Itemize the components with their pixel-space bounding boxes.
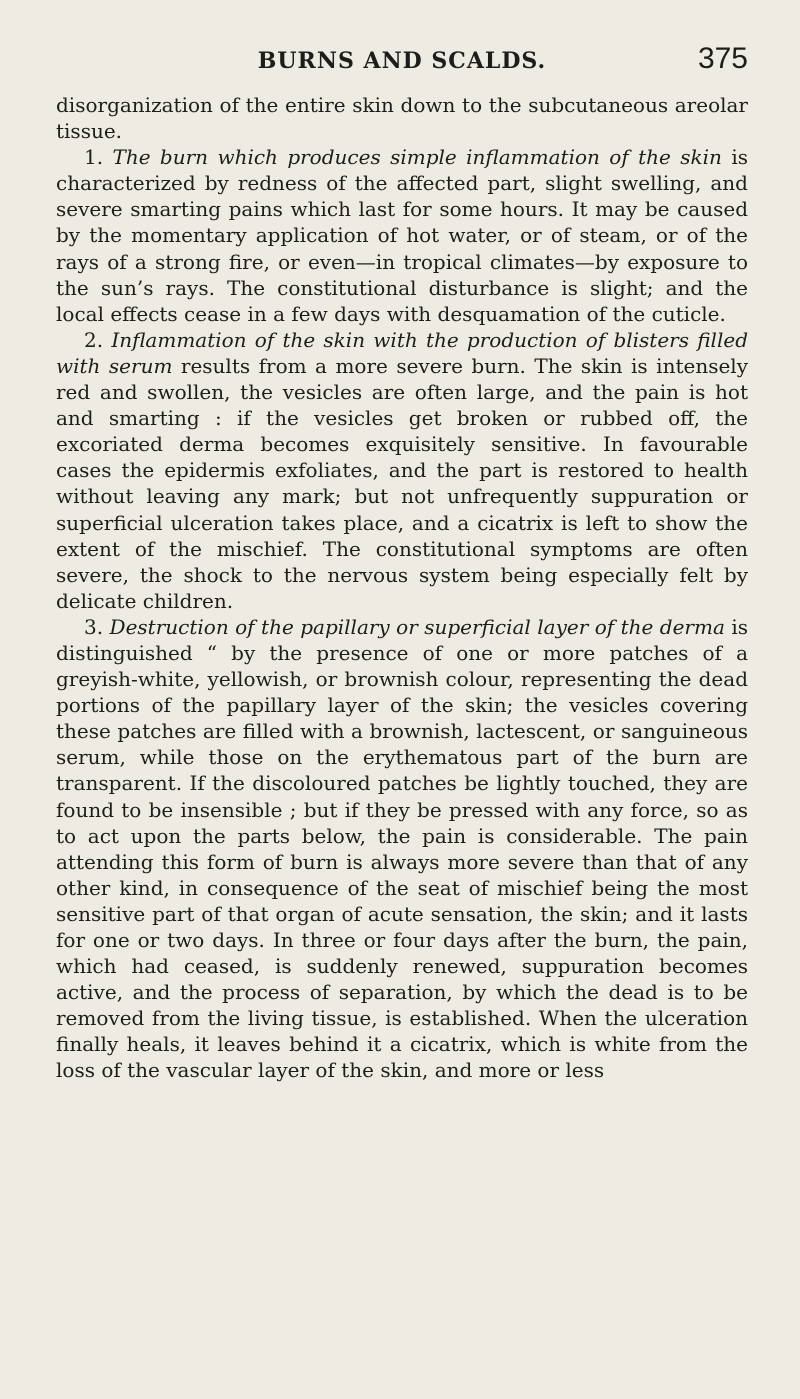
paragraph-number: 1. — [84, 145, 113, 170]
body-text — [56, 92, 748, 1084]
paragraph-heading: Inflammation of the skin with the production of blisters filled with serum — [56, 327, 748, 378]
paragraph-text: is characterized by redness of the affected part, slight swelling, and severe smarting pains which last for some hours. It may be caused by the momentary application of hot water, or of steam, or of the rays of a strong fire, or even—in tropical climates—by exposure to the sun’s rays. The constitutional disturbance is slight; and the local effects cease in a few days with desquamation of the cuticle. — [56, 145, 748, 326]
paragraph-text: results from a more severe burn. The skin is intensely red and swollen, the vesicles are often large, and the pain is hot and smarting : if the vesicles get broken or rubbed off, the excoriated derma becomes exquisitely sensitive. In favourable cases the epidermis exfoliates, and the part is restored to health without leaving any mark; but not unfrequently suppuration or superficial ulceration takes place, and a cicatrix is left to show the extent of the mischief. The constitutional symptoms are often severe, the shock to the nervous system being especially felt by delicate children. — [56, 353, 748, 613]
paragraph-number: 3. — [84, 614, 110, 639]
paragraph-text: is distinguished “ by the presence of one or more patches of a greyish-white, yellowish, or brownish colour, representing the dead portions of the papillary layer of the skin; the vesicles covering these patches are filled with a brownish, lactescent, or sanguineous serum, while those on the erythematous part of the burn are transparent. If the discoloured patches be lightly touched, they are found to be insensible ; but if they be pressed with any force, so as to act upon the parts below, the pain is considerable. The pain attending this form of burn is always more severe than that of any other kind, in consequence of the seat of mischief being the most sensitive part of that organ of acute sensation, the skin; and it lasts for one or two days. In three or four days after the burn, the pain, which had ceased, is suddenly renewed, suppuration becomes active, and the process of separation, by which the dead is to be removed from the living tissue, is established. When the ulceration finally heals, it leaves behind it a cicatrix, which is white from the loss of the vascular layer of the skin, and more or less — [56, 614, 748, 1083]
paragraph-text: disorganization of the entire skin down to the subcutaneous areolar tissue. — [56, 93, 748, 144]
paragraph-blisters — [56, 327, 748, 614]
paragraph-number: 2. — [84, 327, 112, 352]
paragraph-heading: Destruction of the papillary or superficial layer of the derma — [109, 614, 725, 639]
paragraph-simple-inflammation — [56, 144, 748, 327]
running-head — [56, 42, 748, 78]
paragraph-papillary-destruction — [56, 614, 748, 1084]
page-number: 375 — [697, 42, 748, 75]
paragraph-continuation — [56, 92, 748, 144]
paragraph-heading: The burn which produces simple inflammation of the skin — [112, 145, 722, 170]
running-title: BURNS AND SCALDS. — [257, 48, 547, 74]
